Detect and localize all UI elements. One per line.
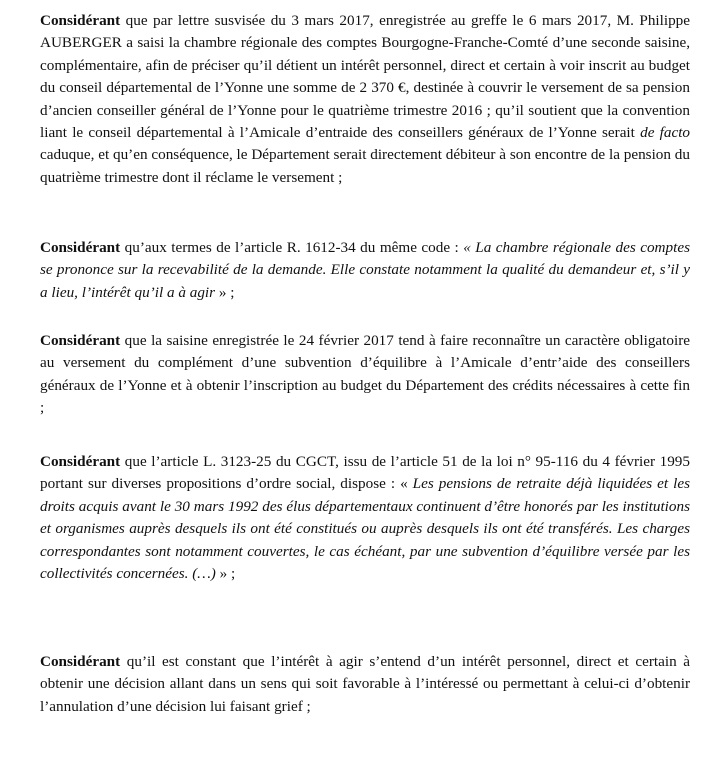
paragraph-italic: Les pensions de retraite déjà liquidées et les droits acquis avant le 30 mars 1992 des élus départementaux continuent d’être honorés par les institutions et organismes auprès desquels ils ont été constitués ou auprès desquels ils ont été transférés. Les charges correspondantes sont notamment couvertes, le cas échéant, par une subvention d’équilibre versée par les collectivités concernées. (…) (40, 475, 690, 583)
paragraph-text-end: » ; (215, 565, 236, 583)
paragraph-text: qu’aux termes de l’article R. 1612-34 du même code : (120, 239, 464, 256)
paragraph-text: qu’il est constant que l’intérêt à agir s’entend d’un intérêt personnel, direct et certain à obtenir une décision allant dans un sens qui soit favorable à l’intéressé ou permettant à celui-ci d’obtenir l’annulation d’une décision lui faisant grief ; (40, 653, 690, 715)
paragraph-2 (40, 237, 690, 304)
paragraph-text-end: caduque, et qu’en conséquence, le Département serait directement débiteur à son encontre de la pension du quatrième trimestre dont il réclame le versement ; (40, 146, 690, 186)
paragraph-lead: Considérant (40, 239, 121, 256)
paragraph-lead: Considérant (40, 12, 121, 29)
paragraph-lead: Considérant (40, 332, 121, 349)
paragraph-text: que l’article L. 3123-25 du CGCT, issu de l’article 51 de la loi n° 95-116 du 4 février 1995 portant sur diverses propositions d’ordre social, dispose : « (40, 453, 690, 493)
paragraph-italic: de facto (640, 124, 691, 142)
paragraph-1 (40, 10, 690, 189)
paragraph-3 (40, 330, 690, 420)
paragraph-4 (40, 451, 690, 585)
paragraph-5 (40, 651, 690, 718)
paragraph-lead: Considérant (40, 453, 121, 470)
paragraph-text-end: » ; (215, 283, 235, 301)
paragraph-text: que par lettre susvisée du 3 mars 2017, enregistrée au greffe le 6 mars 2017, M. Philippe AUBERGER a saisi la chambre régionale des comptes Bourgogne-Franche-Comté d’une seconde saisine, complémentaire, afin de préciser qu’il détient un intérêt personnel, direct et certain à voir inscrit au budget du conseil départemental de l’Yonne une somme de 2 370 €, destinée à couvrir le versement de sa pension d’ancien conseiller général de l’Yonne pour le quatrième trimestre 2016 ; qu’il soutient que la convention liant le conseil départemental à l’Amicale d’entraide des conseillers généraux de l’Yonne serait (40, 12, 690, 142)
paragraph-text: que la saisine enregistrée le 24 février 2017 tend à faire reconnaître un caractère obligatoire au versement du complément d’une subvention d’équilibre à l’Amicale d’entr’aide des conseillers généraux de l’Yonne et à obtenir l’inscription au budget du Département des crédits nécessaires à cette fin ; (40, 332, 690, 417)
paragraph-lead: Considérant (40, 653, 121, 670)
paragraph-italic: « La chambre régionale des comptes se prononce sur la recevabilité de la demande. Elle constate notamment la qualité du demandeur et, s’il y a lieu, l’intérêt qu’il a à agir (40, 239, 690, 301)
